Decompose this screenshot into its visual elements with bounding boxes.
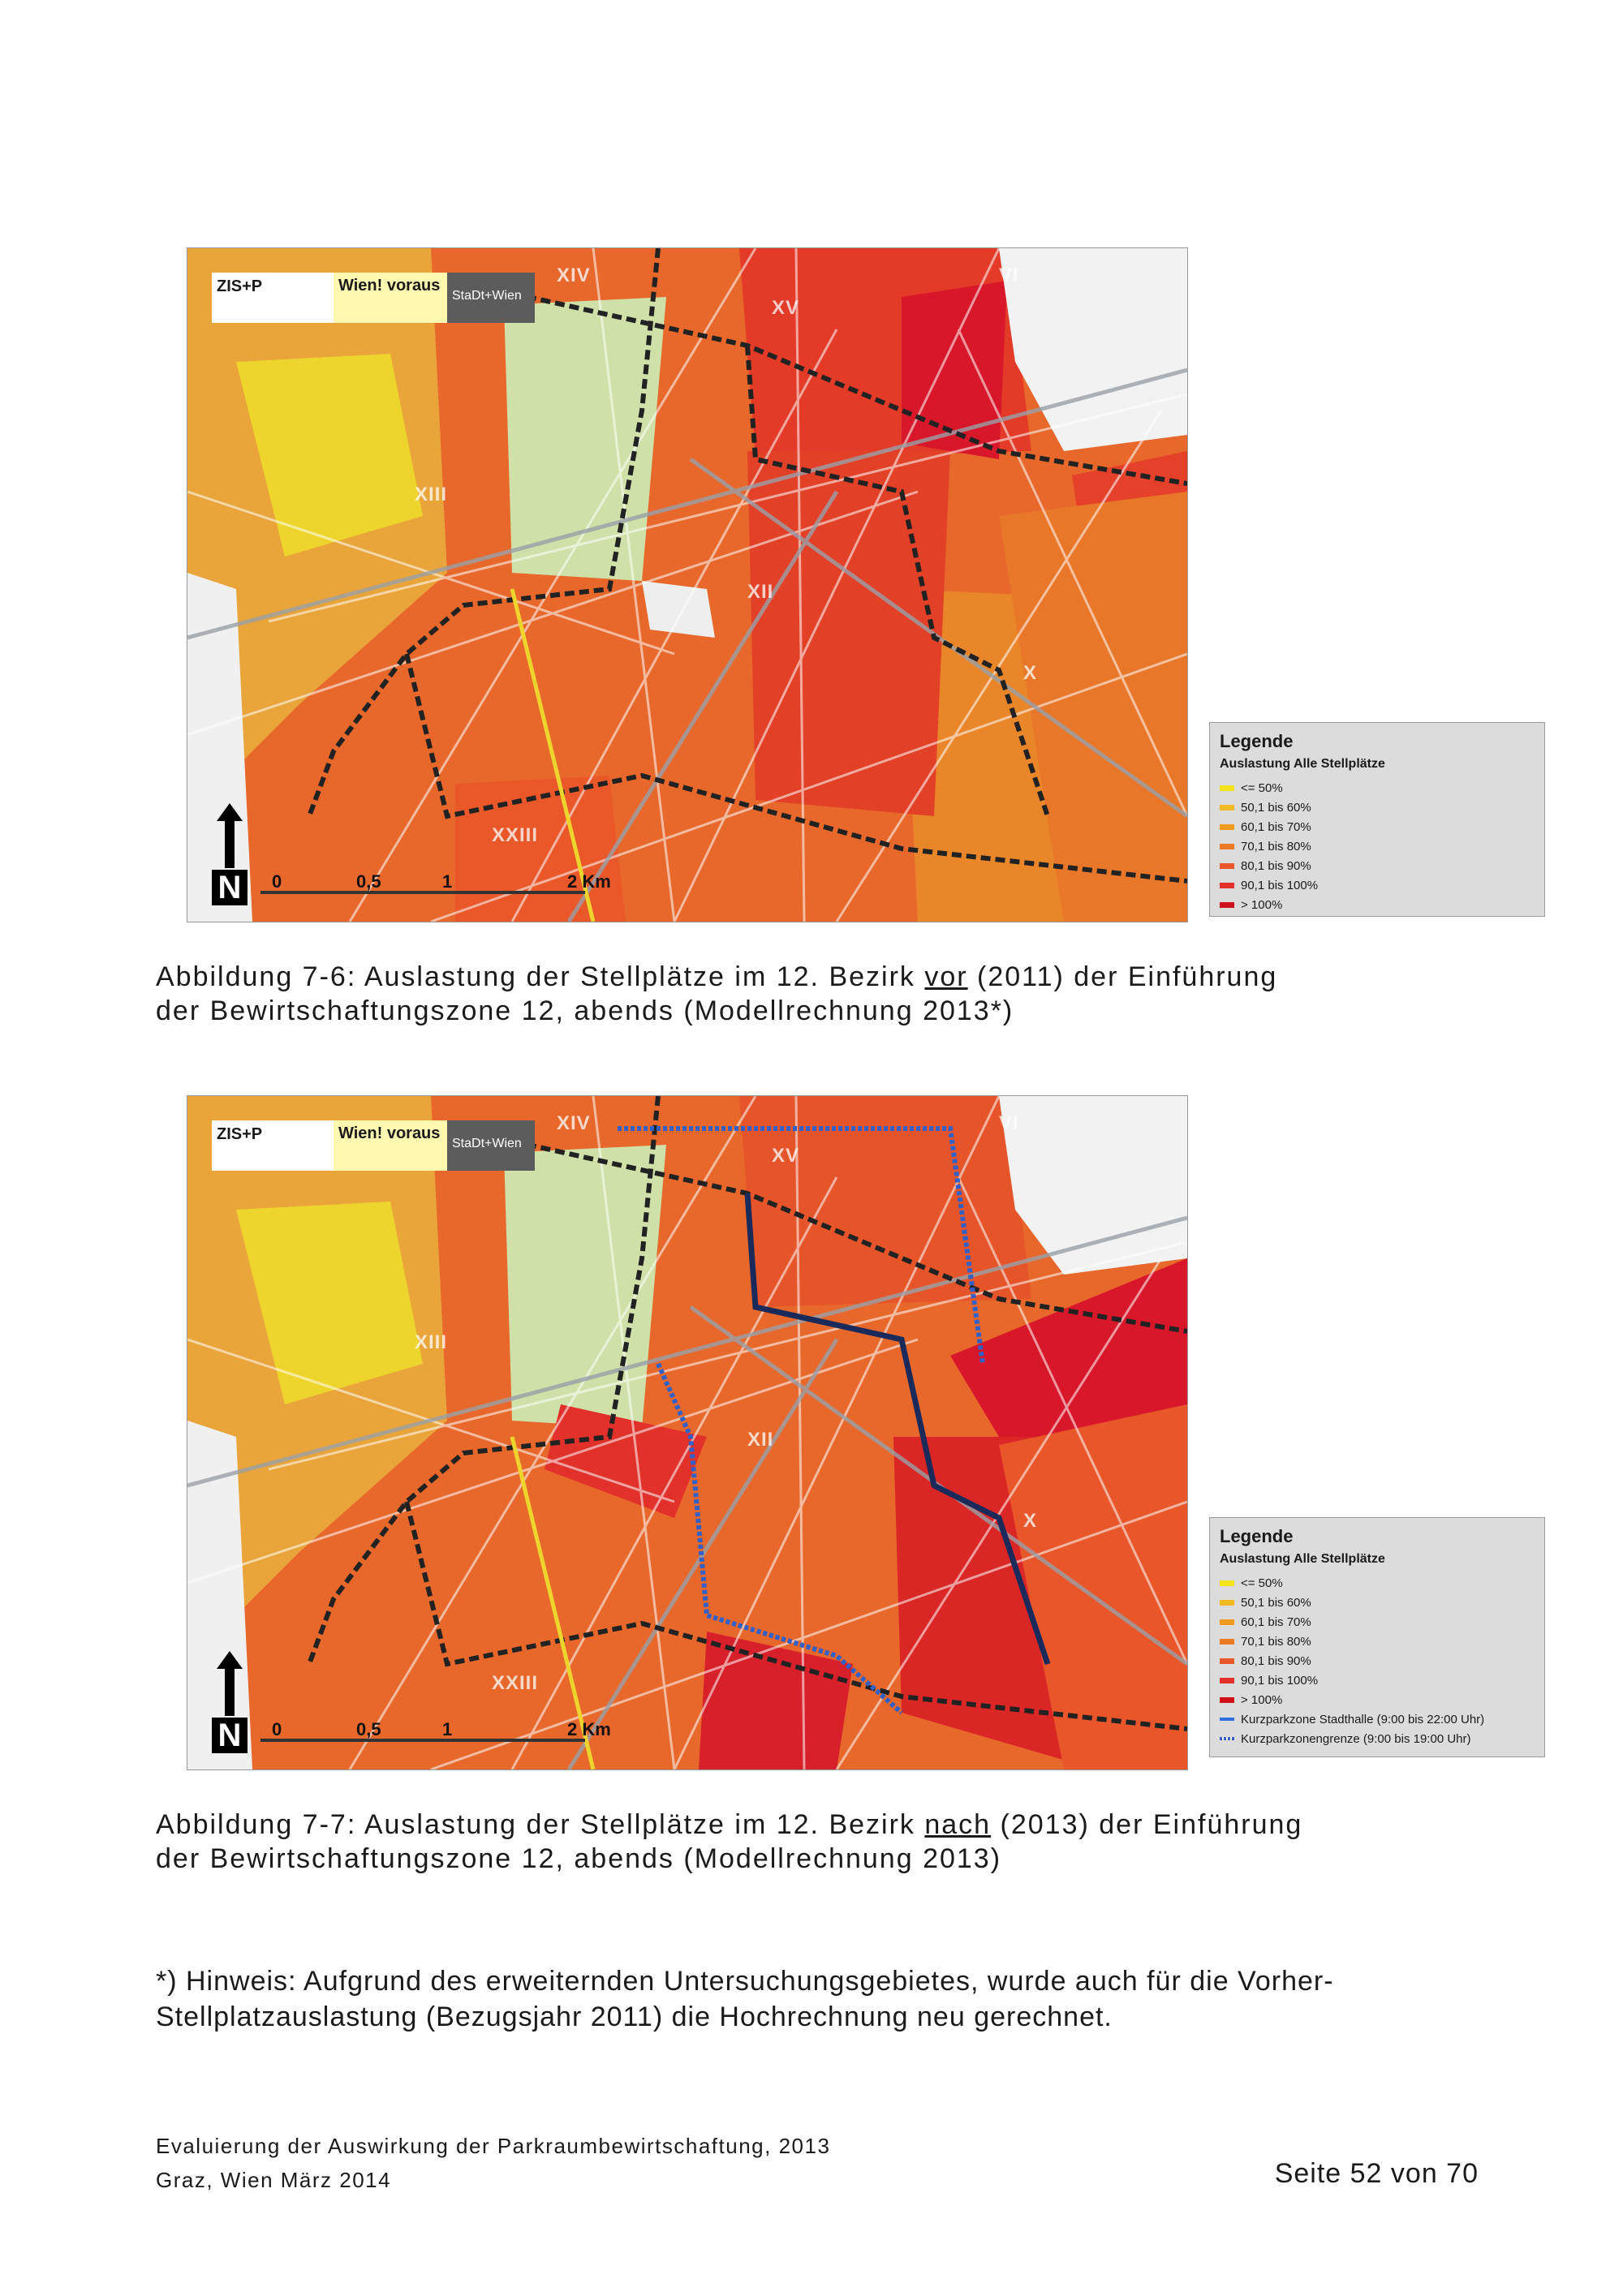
legend-swatch [1220, 883, 1234, 888]
legend-row [1220, 1670, 1535, 1690]
legend-swatch [1220, 805, 1234, 810]
legend-label: 50,1 bis 60% [1241, 1595, 1311, 1610]
footnote [156, 1963, 1535, 2035]
wien-voraus-logo-2: Wien! voraus [334, 1120, 447, 1171]
legend-row [1220, 895, 1535, 914]
scale-label-05: 0,5 [356, 871, 381, 892]
scale-label-2km-2: 2 Km [567, 1719, 611, 1739]
district-label-x-2: X [1023, 1510, 1038, 1532]
legend-swatch [1220, 1580, 1234, 1586]
legend-line-row [1220, 1709, 1535, 1729]
legend-swatch [1220, 902, 1234, 908]
legend-label: > 100% [1241, 1692, 1283, 1707]
scale-bar-2 [212, 1648, 618, 1753]
legend-subtitle-2: Auslastung Alle Stellplätze [1220, 1552, 1385, 1566]
legend-label: 60,1 bis 70% [1241, 1615, 1311, 1629]
district-label-vi-2: VI [999, 1112, 1019, 1134]
district-label-x: X [1023, 662, 1038, 684]
scale-bar [212, 800, 618, 905]
district-label-xiv: XIV [557, 264, 591, 286]
caption-prefix-2: Abbildung 7-7: Auslastung der Stellplätze im 12. Bezirk [156, 1809, 925, 1840]
district-label-xiii-2: XIII [415, 1331, 448, 1353]
legend-label: > 100% [1241, 897, 1283, 912]
caption-figure-7-6 [156, 960, 1535, 1028]
caption-suffix-2: (2013) der Einführung [991, 1809, 1303, 1840]
zis-logo: ZIS+P [212, 273, 334, 323]
district-label-xv-2: XV [772, 1145, 800, 1167]
scale-label-1: 1 [442, 871, 453, 892]
legend-label: 80,1 bis 90% [1241, 858, 1311, 873]
caption-line-2-2: der Bewirtschaftungszone 12, abends (Modellrechnung 2013) [156, 1843, 1002, 1874]
caption-line-2: der Bewirtschaftungszone 12, abends (Modellrechnung 2013*) [156, 995, 1014, 1026]
footnote-line-2: Stellplatzauslastung (Bezugsjahr 2011) die Hochrechnung neu gerechnet. [156, 2001, 1113, 2032]
legend-swatch [1220, 1639, 1234, 1645]
legend-row [1220, 1593, 1535, 1612]
partner-logos-2 [212, 1120, 535, 1171]
wien-voraus-logo: Wien! voraus [334, 273, 447, 323]
legend-label: 50,1 bis 60% [1241, 800, 1311, 815]
legend-label: 90,1 bis 100% [1241, 1673, 1319, 1688]
legend-row [1220, 856, 1535, 875]
district-label-xiv-2: XIV [557, 1112, 591, 1134]
legend-row [1220, 1573, 1535, 1593]
caption-suffix: (2011) der Einführung [967, 961, 1278, 992]
legend-items [1220, 778, 1535, 914]
district-label-xiii: XIII [415, 484, 448, 505]
legend-figure-7-7 [1209, 1517, 1545, 1757]
legend-swatch [1220, 785, 1234, 791]
legend-subtitle: Auslastung Alle Stellplätze [1220, 757, 1385, 771]
legend-row [1220, 778, 1535, 798]
legend-label: 70,1 bis 80% [1241, 1634, 1311, 1649]
legend-row [1220, 798, 1535, 817]
legend-line-swatch [1220, 1737, 1234, 1740]
caption-line-1-2 [156, 1808, 1535, 1842]
district-label-xii-2: XII [747, 1429, 774, 1451]
caption-line-1 [156, 960, 1535, 994]
zis-logo-2: ZIS+P [212, 1120, 334, 1171]
legend-figure-7-6 [1209, 722, 1545, 917]
legend-swatch [1220, 1658, 1234, 1664]
legend-swatch [1220, 844, 1234, 849]
legend-row [1220, 1651, 1535, 1670]
caption-underlined-2: nach [924, 1809, 992, 1840]
legend-title: Legende [1220, 731, 1294, 751]
legend-row [1220, 1632, 1535, 1651]
legend-label: <= 50% [1241, 1576, 1283, 1590]
legend-row [1220, 836, 1535, 856]
scale-label-05-2: 0,5 [356, 1719, 381, 1739]
scale-label-1-2: 1 [442, 1719, 453, 1739]
legend-label: Kurzparkzonengrenze (9:00 bis 19:00 Uhr) [1241, 1731, 1471, 1746]
stadt-wien-logo-2: StaDt+Wien [447, 1120, 535, 1171]
district-label-xxiii-2: XXIII [492, 1672, 539, 1694]
scale-label-0-2: 0 [272, 1719, 282, 1739]
stadt-wien-logo: StaDt+Wien [447, 273, 535, 323]
legend-swatch [1220, 1697, 1234, 1703]
north-arrow-icon-2 [212, 1651, 248, 1716]
caption-figure-7-7 [156, 1808, 1535, 1876]
legend-label: 60,1 bis 70% [1241, 819, 1311, 834]
map-figure-7-6 [187, 247, 1188, 922]
north-arrow-icon [212, 803, 248, 868]
footer-date: Graz, Wien März 2014 [156, 2168, 392, 2192]
legend-label: 90,1 bis 100% [1241, 878, 1319, 892]
district-label-xv: XV [772, 297, 800, 319]
legend-swatch [1220, 1600, 1234, 1606]
north-label: N [212, 870, 248, 905]
scale-label-0: 0 [272, 871, 282, 892]
north-label-2: N [212, 1718, 248, 1753]
legend-line-row [1220, 1729, 1535, 1748]
legend-items-2 [1220, 1573, 1535, 1748]
legend-line-swatch [1220, 1718, 1234, 1721]
scale-label-2km: 2 Km [567, 871, 611, 892]
district-label-xxiii: XXIII [492, 824, 539, 846]
legend-row [1220, 875, 1535, 895]
legend-row [1220, 1612, 1535, 1632]
legend-label: 70,1 bis 80% [1241, 839, 1311, 853]
legend-row [1220, 1690, 1535, 1709]
district-label-vi: VI [999, 264, 1019, 286]
legend-label: <= 50% [1241, 780, 1283, 795]
footer-title: Evaluierung der Auswirkung der Parkraumbewirtschaftung, 2013 [156, 2134, 831, 2158]
legend-label: Kurzparkzone Stadthalle (9:00 bis 22:00 Uhr) [1241, 1712, 1485, 1726]
partner-logos [212, 273, 535, 323]
district-label-xii: XII [747, 581, 774, 603]
legend-swatch [1220, 1619, 1234, 1625]
caption-prefix: Abbildung 7-6: Auslastung der Stellplätze im 12. Bezirk [156, 961, 925, 992]
legend-label: 80,1 bis 90% [1241, 1653, 1311, 1668]
legend-swatch [1220, 863, 1234, 869]
caption-underlined: vor [924, 961, 968, 992]
map-figure-7-7 [187, 1095, 1188, 1770]
legend-title-2: Legende [1220, 1526, 1294, 1546]
footnote-line-1: *) Hinweis: Aufgrund des erweiternden Untersuchungsgebietes, wurde auch für die Vorher- [156, 1966, 1334, 1997]
legend-row [1220, 817, 1535, 836]
legend-swatch [1220, 824, 1234, 830]
page-number: Seite 52 von 70 [1274, 2158, 1479, 2189]
legend-swatch [1220, 1678, 1234, 1683]
